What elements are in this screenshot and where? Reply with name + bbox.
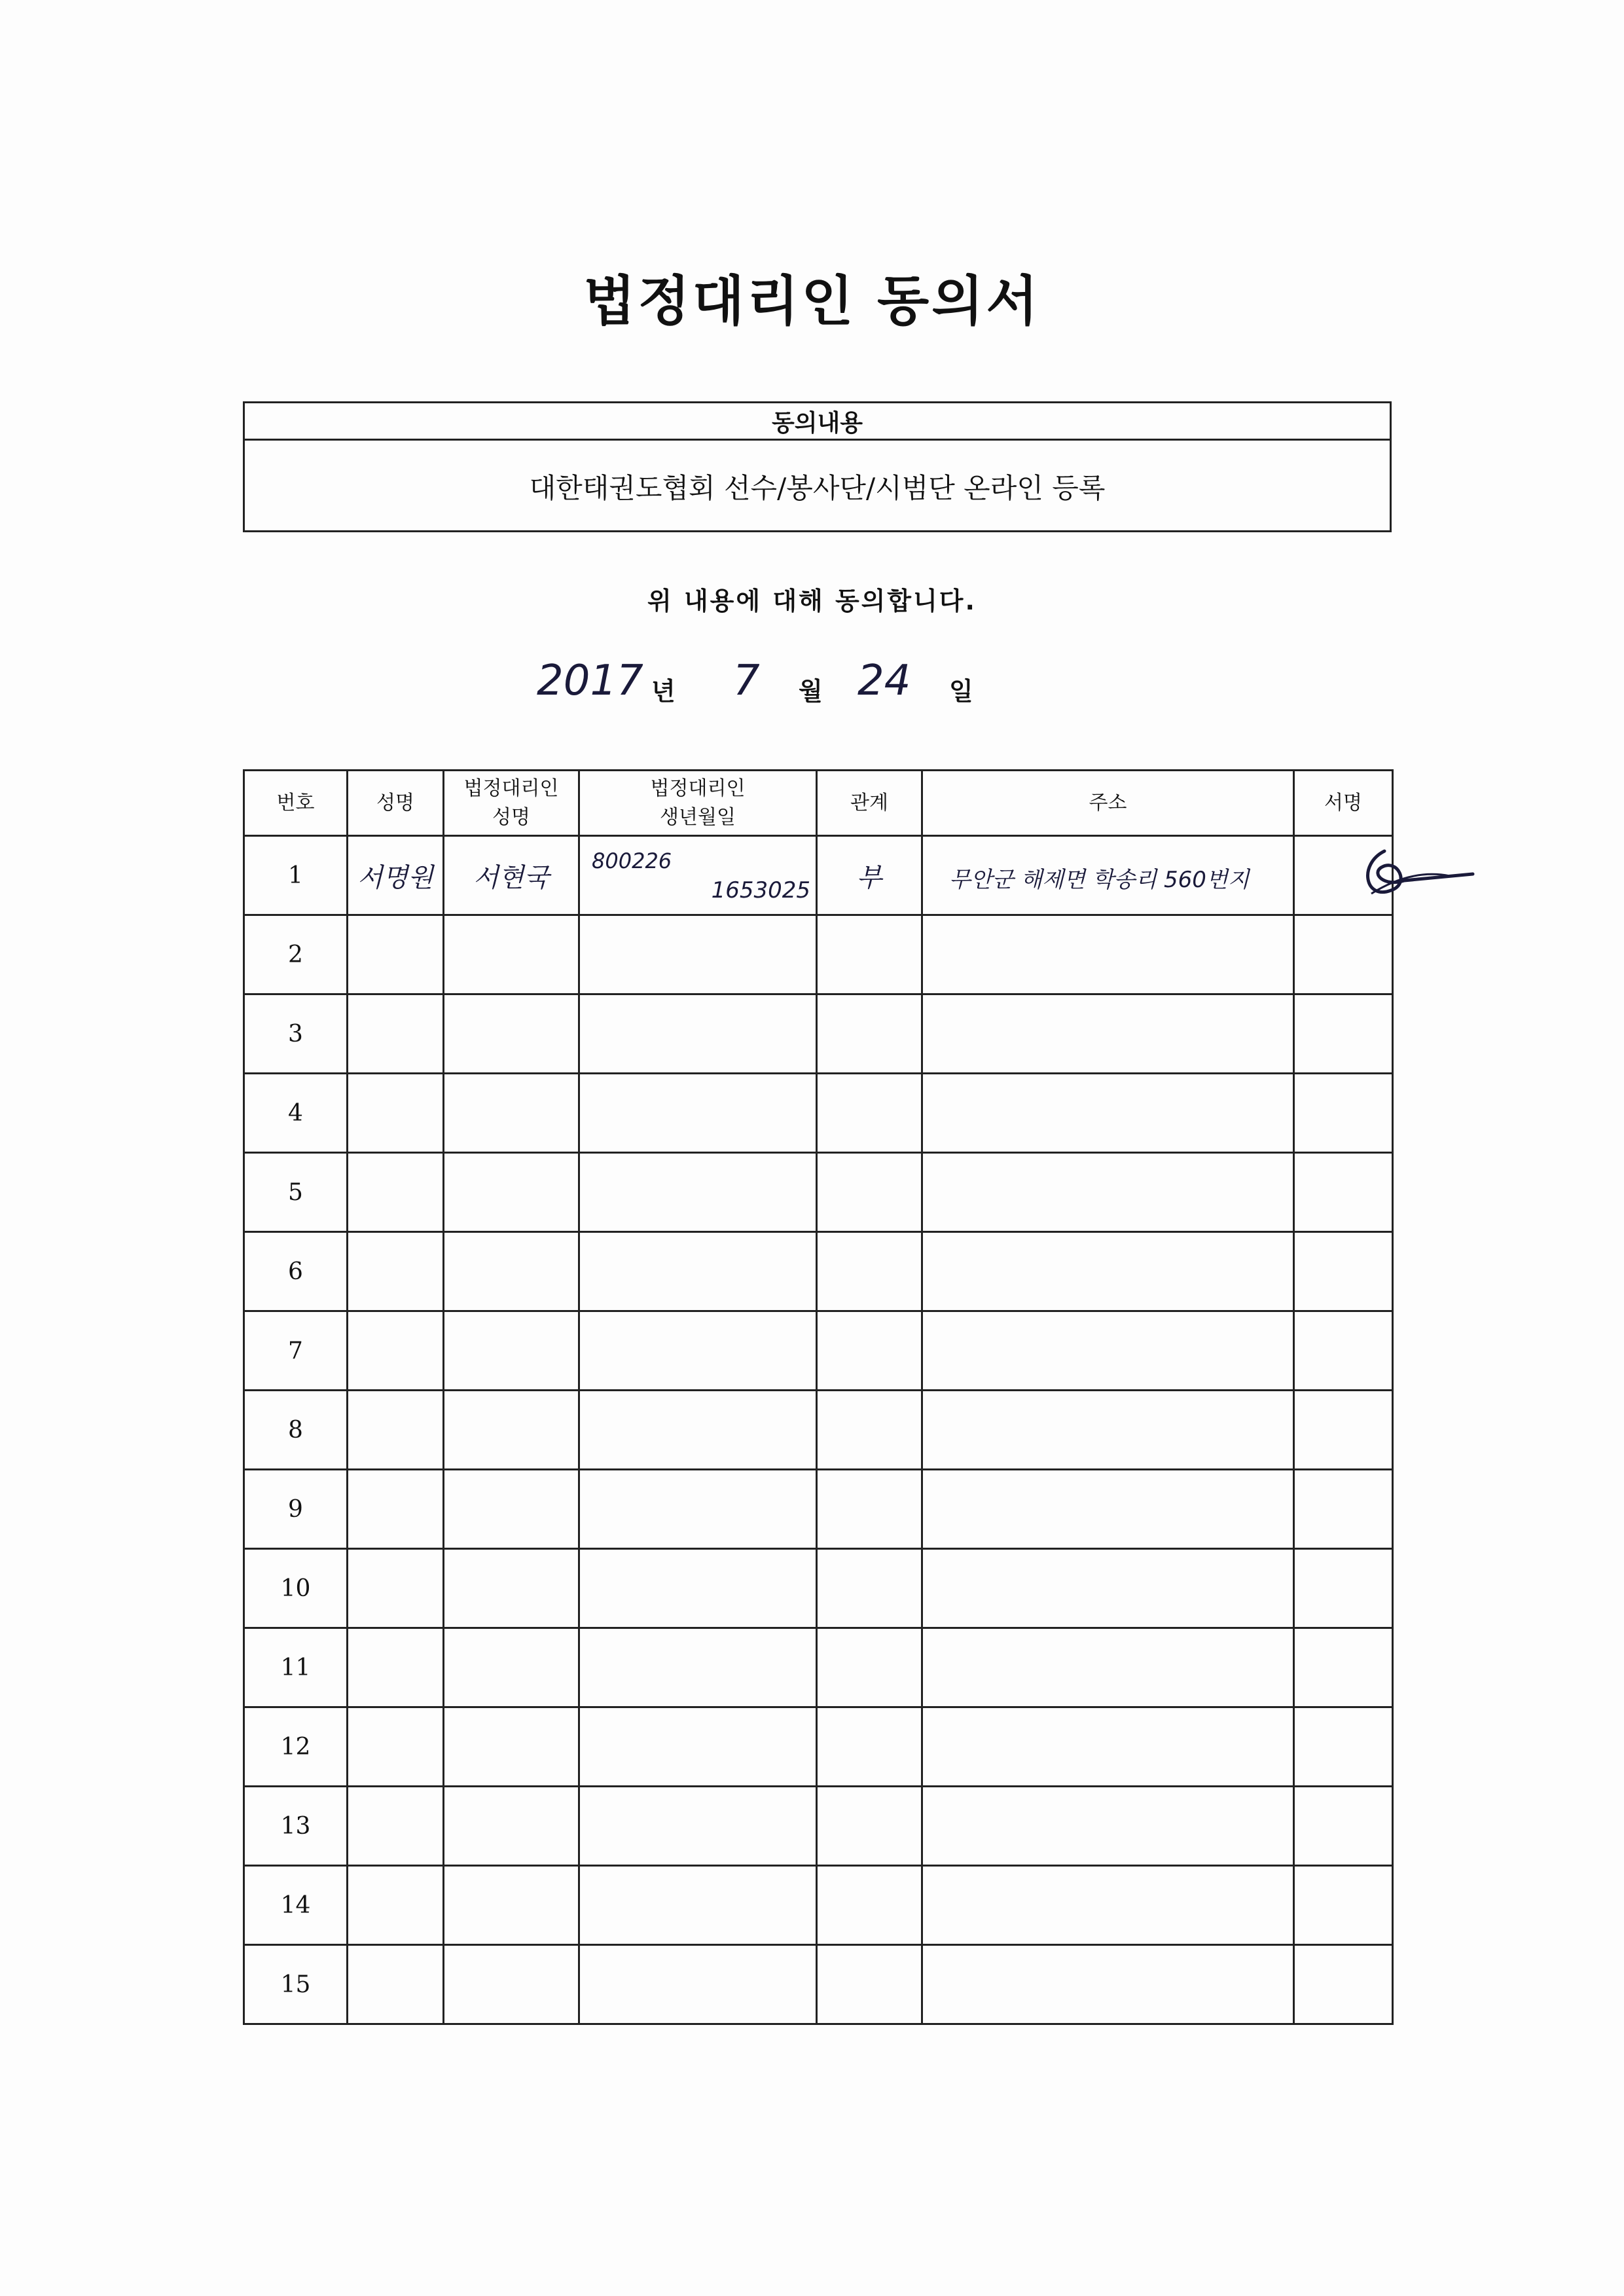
table-row	[244, 836, 1393, 915]
table-row	[244, 1391, 1393, 1470]
date-month-label: 월	[799, 677, 823, 706]
row-number: 4	[244, 1074, 348, 1153]
table-row	[244, 1628, 1393, 1707]
table-row	[244, 1232, 1393, 1311]
row-number: 3	[244, 994, 348, 1074]
table-row	[244, 1549, 1393, 1628]
handwritten-signature	[1345, 838, 1476, 910]
row-number: 7	[244, 1311, 348, 1391]
consent-content-box	[243, 401, 1392, 532]
row-address	[922, 836, 1294, 915]
guardian-name-handwritten: 서현국	[473, 862, 549, 893]
agreement-statement: 위 내용에 대해 동의합니다.	[647, 587, 977, 615]
row-number: 2	[244, 915, 348, 994]
header-guardian-birthdate: 법정대리인 생년월일	[579, 771, 817, 836]
table-row	[244, 1153, 1393, 1232]
row-number: 1	[244, 836, 348, 915]
row-name	[348, 836, 444, 915]
header-relation: 관계	[817, 771, 922, 836]
name-handwritten: 서명원	[357, 862, 433, 893]
guardian-roster-table	[243, 769, 1394, 2025]
header-number: 번호	[244, 771, 348, 836]
date-day-handwritten: 24	[857, 657, 911, 705]
header-guardian-name: 법정대리인 성명	[444, 771, 579, 836]
table-row	[244, 915, 1393, 994]
row-number: 11	[244, 1628, 348, 1707]
address-handwritten: 무안군 해제면 학송리 560번지	[949, 867, 1250, 893]
date-line	[537, 651, 1126, 717]
row-number: 6	[244, 1232, 348, 1311]
date-day-label: 일	[949, 677, 973, 706]
table-row	[244, 1866, 1393, 1945]
relation-handwritten: 부	[856, 862, 882, 893]
consent-content-header: 동의내용	[245, 403, 1390, 441]
table-row	[244, 1707, 1393, 1787]
date-year-label: 년	[651, 677, 676, 706]
header-address: 주소	[922, 771, 1294, 836]
row-number: 14	[244, 1866, 348, 1945]
date-month-handwritten: 7	[733, 657, 760, 705]
table-row	[244, 1787, 1393, 1866]
header-signature: 서명	[1294, 771, 1393, 836]
birthdate-part-a: 800226	[592, 848, 672, 873]
header-name: 성명	[348, 771, 444, 836]
birthdate-part-b: 1653025	[711, 877, 810, 903]
date-year-handwritten: 2017	[537, 657, 643, 705]
row-number: 15	[244, 1945, 348, 2024]
row-guardian-birthdate	[579, 836, 817, 915]
table-row	[244, 1311, 1393, 1391]
document-title: 법정대리인 동의서	[583, 270, 1041, 333]
table-row	[244, 1945, 1393, 2024]
table-row	[244, 994, 1393, 1074]
table-row	[244, 1074, 1393, 1153]
row-number: 12	[244, 1707, 348, 1787]
row-relation	[817, 836, 922, 915]
table-header-row	[244, 771, 1393, 836]
row-number: 8	[244, 1391, 348, 1470]
consent-content-body: 대한태권도협회 선수/봉사단/시범단 온라인 등록	[529, 472, 1106, 504]
row-number: 13	[244, 1787, 348, 1866]
table-row	[244, 1470, 1393, 1549]
row-guardian-name	[444, 836, 579, 915]
row-number: 9	[244, 1470, 348, 1549]
row-number: 10	[244, 1549, 348, 1628]
row-number: 5	[244, 1153, 348, 1232]
